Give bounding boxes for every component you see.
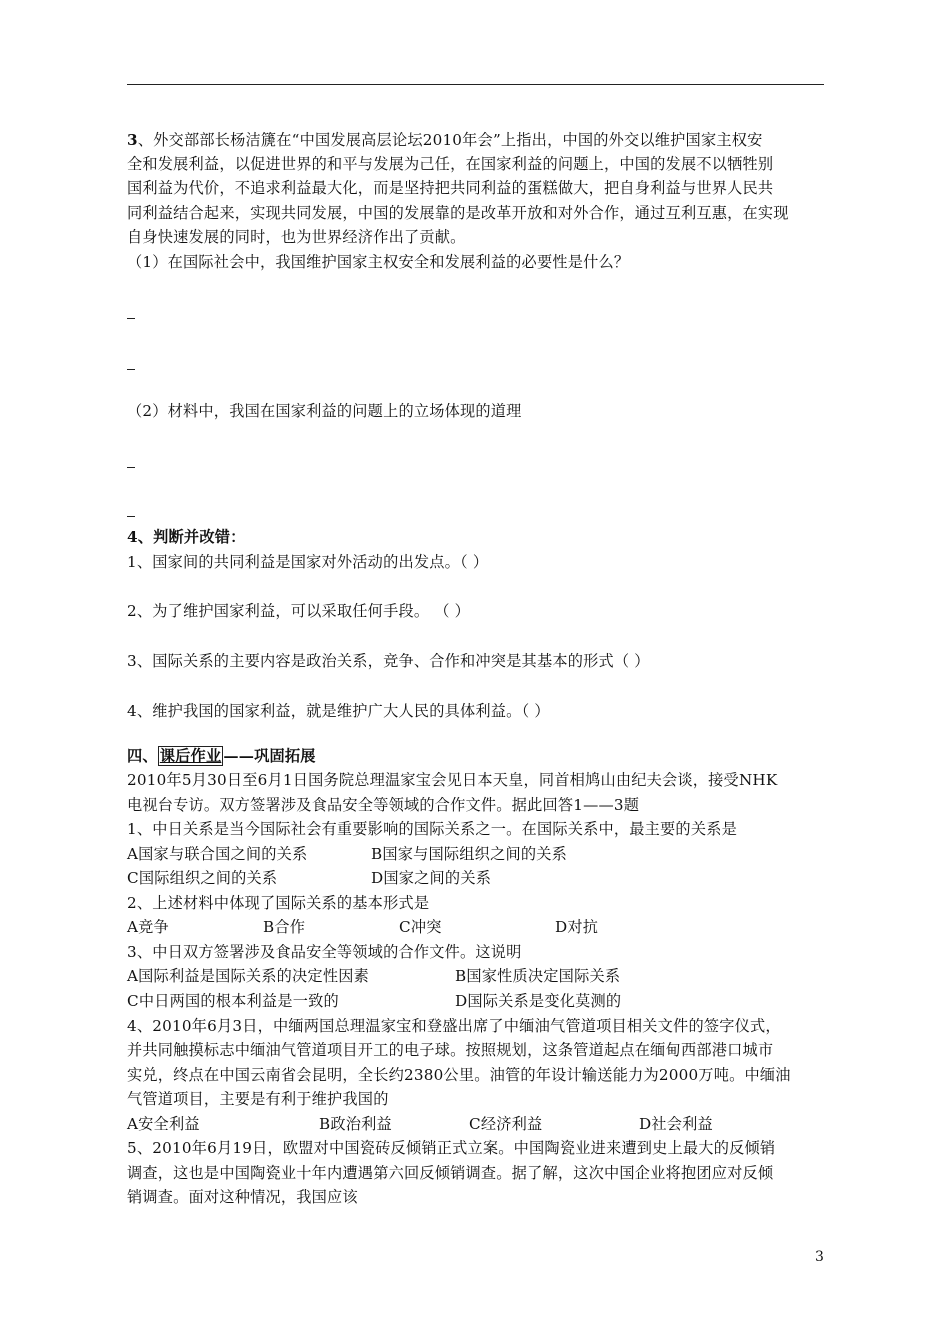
hw-q2-option-c: C冲突: [399, 918, 442, 936]
hw-q2-option-b: B合作: [263, 918, 306, 936]
hw-q4-option-d: D社会利益: [639, 1115, 713, 1133]
q3-line-3: 国利益为代价，不追求利益最大化，而是坚持把共同利益的蛋糕做大，把自身利益与世界人民共: [127, 179, 774, 197]
hw-q4-line-1: 4、2010年6月3日，中缅两国总理温家宝和登盛出席了中缅油气管道项目相关文件的签字仪式，: [127, 1017, 781, 1035]
intro-line-2: 电视台专访。双方签署涉及食品安全等领域的合作文件。据此回答1——3题: [127, 796, 640, 814]
q4-item-4: 4、维护我国的国家利益，就是维护广大人民的具体利益。（ ）: [127, 702, 550, 720]
hw-q1-option-d: D国家之间的关系: [371, 869, 492, 887]
hw-q4-option-a: A安全利益: [127, 1115, 200, 1133]
hw-q4-line-3: 实兑，终点在中国云南省会昆明，全长约2380公里。油管的年设计输送能力为2000万吨。中缅油: [127, 1066, 791, 1084]
page-number: 3: [815, 1249, 824, 1265]
hw-q2-option-a: A竞争: [127, 918, 169, 936]
hw-q4-line-4: 气管道项目，主要是有利于维护我国的: [127, 1090, 389, 1108]
hw-q4-option-b: B政治利益: [319, 1115, 392, 1133]
answer-blank[interactable]: [127, 467, 135, 468]
hw-q3-option-c: C中日两国的根本利益是一致的: [127, 992, 339, 1010]
hw-q3-option-a: A国际利益是国际关系的决定性因素: [127, 967, 369, 985]
q4-title: 4、判断并改错：: [127, 528, 246, 546]
hw-q1-option-a: A国家与联合国之间的关系: [127, 845, 308, 863]
q3-line-1: 3、外交部部长杨洁篪在“中国发展高层论坛2010年会”上指出，中国的外交以维护国家主权安: [127, 131, 763, 149]
hw-q3-option-b: B国家性质决定国际关系: [455, 967, 621, 985]
intro-line-1: 2010年5月30日至6月1日国务院总理温家宝会见日本天皇，同首相鸠山由纪夫会谈，接受NHK: [127, 771, 778, 789]
hw-q5-line-3: 销调查。面对这种情况，我国应该: [127, 1188, 358, 1206]
hw-q5-line-2: 调查，这也是中国陶瓷业十年内遭遇第六回反倾销调查。据了解，这次中国企业将抱团应对反倾: [127, 1164, 774, 1182]
q4-item-2: 2、为了维护国家利益，可以采取任何手段。 （ ）: [127, 602, 471, 620]
section-heading: 四、 课后作业 ——巩固拓展: [127, 747, 316, 765]
q3-line-5: 自身快速发展的同时，也为世界经济作出了贡献。: [127, 228, 466, 246]
hw-q3: 3、中日双方签署涉及食品安全等领域的合作文件。这说明: [127, 943, 522, 961]
answer-blank[interactable]: [127, 318, 135, 319]
q3-sub2: （2）材料中，我国在国家利益的问题上的立场体现的道理: [127, 402, 522, 420]
q4-item-3: 3、国际关系的主要内容是政治关系，竞争、合作和冲突是其基本的形式（ ）: [127, 652, 650, 670]
q3-line-4: 同利益结合起来，实现共同发展，中国的发展靠的是改革开放和对外合作，通过互利互惠，在实现: [127, 204, 789, 222]
q4-item-1: 1、国家间的共同利益是国家对外活动的出发点。（ ）: [127, 553, 489, 571]
answer-blank[interactable]: [127, 516, 135, 517]
hw-q1-option-b: B国家与国际组织之间的关系: [371, 845, 568, 863]
hw-q2-option-d: D对抗: [555, 918, 599, 936]
hw-q4-line-2: 并共同触摸标志中缅油气管道项目开工的电子球。按照规划，这条管道起点在缅甸西部港口城市: [127, 1041, 774, 1059]
q3-number: 3: [127, 131, 138, 149]
q3-line-2: 全和发展利益，以促进世界的和平与发展为己任，在国家利益的问题上，中国的发展不以牺牲别: [127, 155, 774, 173]
answer-blank[interactable]: [127, 369, 135, 370]
hw-q2: 2、上述材料中体现了国际关系的基本形式是: [127, 894, 430, 912]
hw-q5-line-1: 5、2010年6月19日，欧盟对中国瓷砖反倾销正式立案。中国陶瓷业进来遭到史上最大的反倾销: [127, 1139, 776, 1157]
homework-box: 课后作业: [159, 747, 222, 765]
hw-q3-option-d: D国际关系是变化莫测的: [455, 992, 622, 1010]
hw-q4-option-c: C经济利益: [469, 1115, 543, 1133]
hw-q1: 1、中日关系是当今国际社会有重要影响的国际关系之一。在国际关系中，最主要的关系是: [127, 820, 737, 838]
q3-sub1: （1）在国际社会中，我国维护国家主权安全和发展利益的必要性是什么？: [127, 253, 630, 271]
header-rule: [127, 84, 824, 85]
hw-q1-option-c: C国际组织之间的关系: [127, 869, 278, 887]
